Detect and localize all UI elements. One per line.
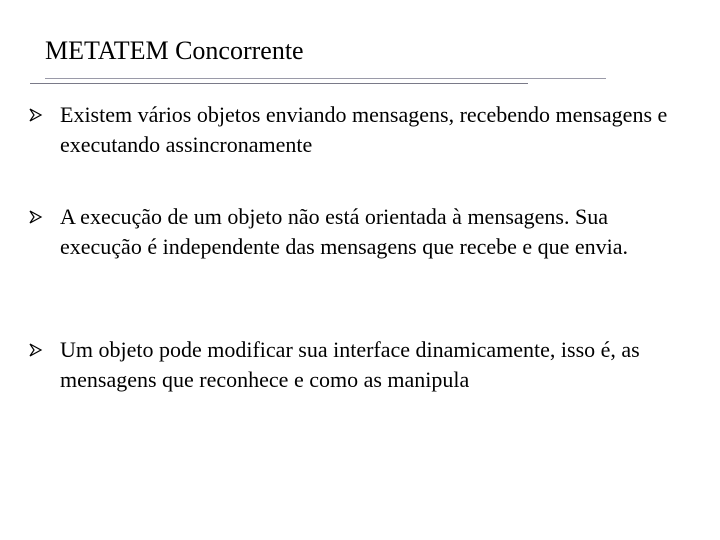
arrowhead-bullet-icon [29, 335, 49, 365]
bullet-text: Existem vários objetos enviando mensagens, recebendo mensagens e executando assincronamente [60, 102, 668, 157]
arrowhead-bullet-icon [29, 202, 49, 232]
bullet-text: A execução de um objeto não está orientada à mensagens. Sua execução é independente das mensagens que recebe e que envia. [60, 204, 629, 259]
slide-title: METATEM Concorrente [45, 36, 304, 65]
arrowhead-bullet-icon [29, 100, 49, 130]
title-underline-bottom [30, 83, 528, 84]
bullet-text: Um objeto pode modificar sua interface dinamicamente, isso é, as mensagens que reconhece e como as manipula [60, 337, 640, 392]
title-underline-top [45, 78, 606, 79]
